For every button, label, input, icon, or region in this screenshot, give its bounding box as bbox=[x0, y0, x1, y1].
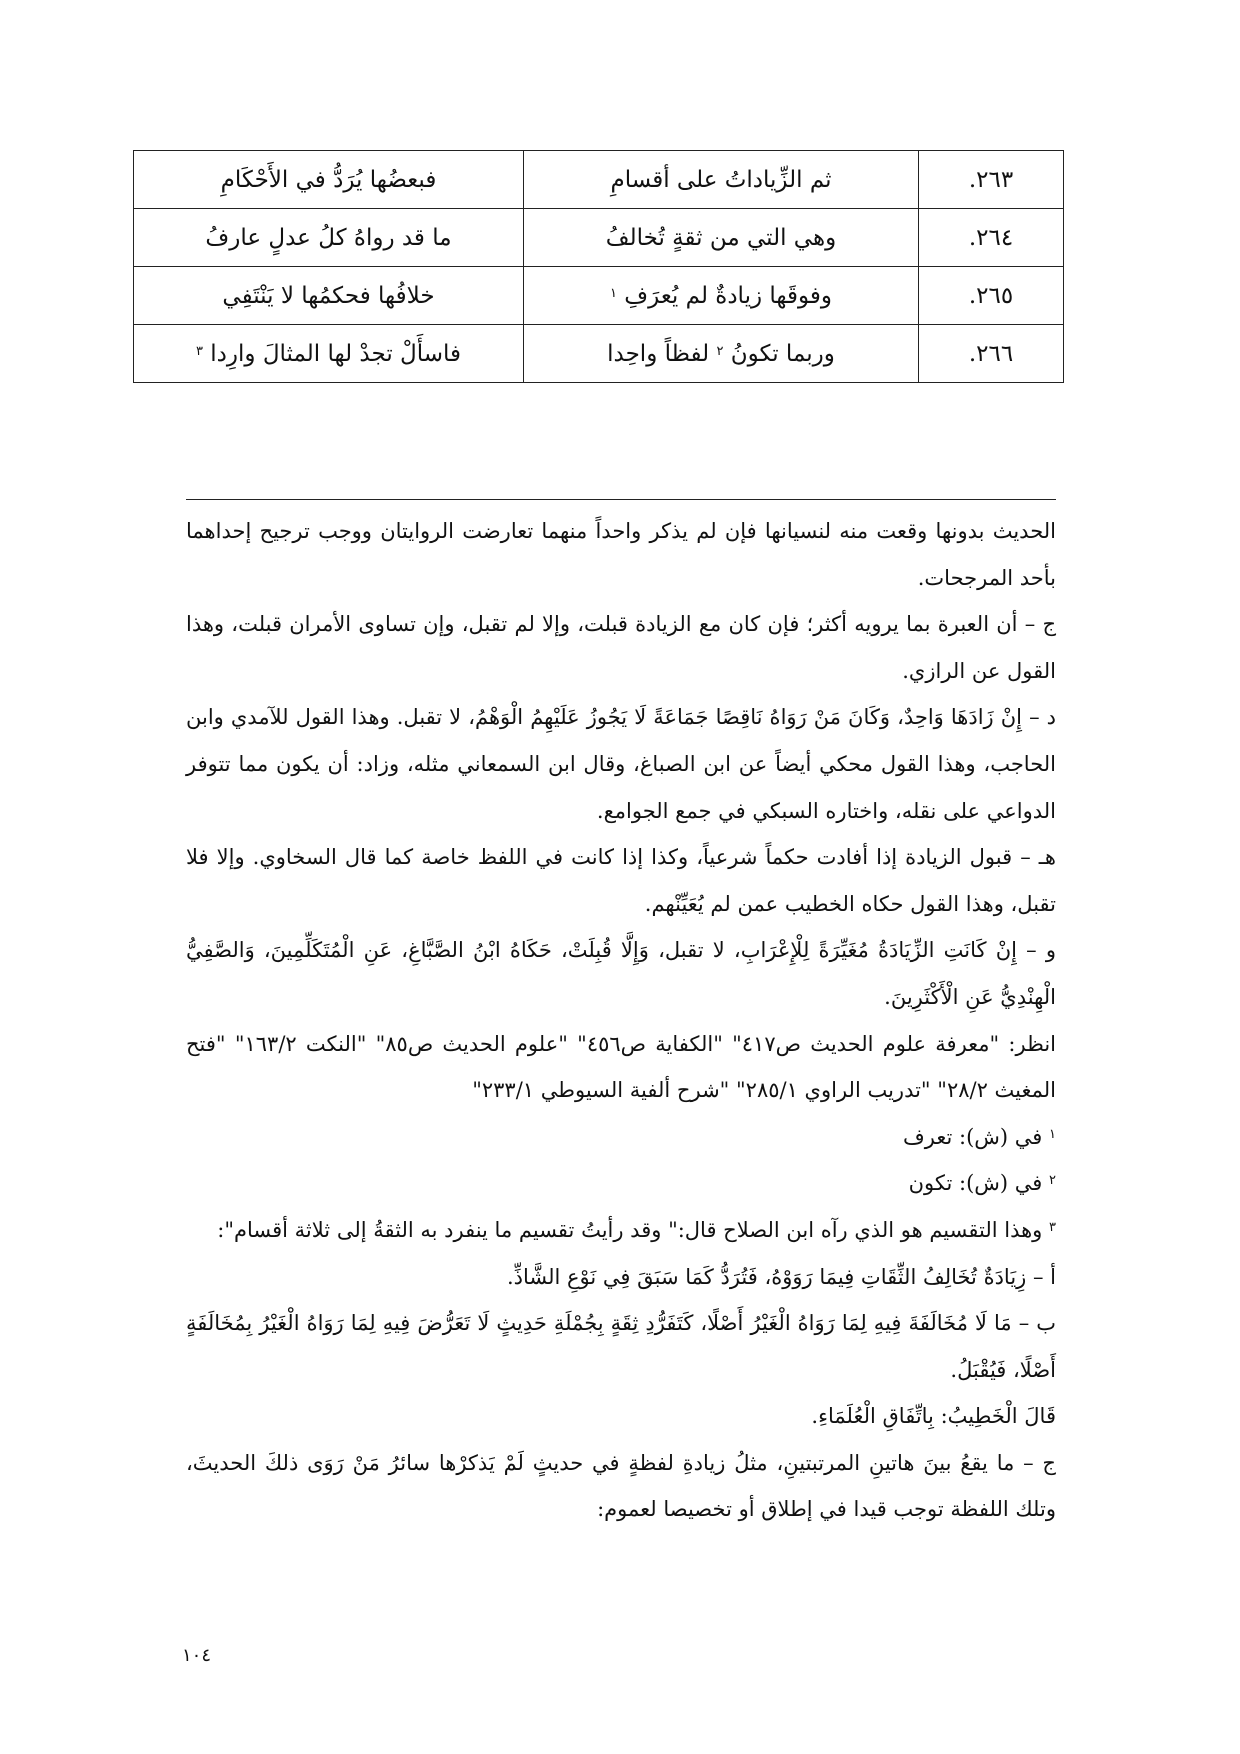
footnote-text: في (ش): تكون bbox=[908, 1171, 1043, 1196]
first-hemistich bbox=[524, 267, 919, 325]
footnote-ref: ١ bbox=[610, 285, 617, 301]
footnotes bbox=[186, 508, 1056, 1533]
footnote-2 bbox=[186, 1160, 1056, 1207]
verse-table bbox=[133, 150, 1064, 383]
footnote-paragraph: قَالَ الْخَطِيبُ: بِاتِّفَاقِ الْعُلَمَاءِ. bbox=[811, 1404, 1056, 1429]
verse-row bbox=[134, 209, 1064, 267]
first-hemistich bbox=[524, 151, 919, 209]
footnote-marker: ٢ bbox=[1049, 1173, 1056, 1189]
second-hemistich bbox=[134, 209, 524, 267]
footnote-paragraph: ج – ما يقعُ بينَ هاتينِ المرتبتينِ، مثلُ زيادةِ لفظةٍ في حديثٍ لَمْ يَذكرْها سائرُ مَنْ رَوَى ذلكَ الحديثَ، وتلك اللفظة توجب قيدا في إطلاق أو تخصيصا لعموم: bbox=[186, 1450, 1056, 1522]
second-hemistich bbox=[134, 151, 524, 209]
hemistich-text: وهي التي من ثقةٍ تُخالفُ bbox=[605, 224, 837, 251]
verse-row bbox=[134, 267, 1064, 325]
footnote-ref: ٣ bbox=[195, 343, 203, 359]
verse-row bbox=[134, 325, 1064, 383]
references-paragraph: انظر: "معرفة علوم الحديث ص٤١٧" "الكفاية ص٤٥٦" "علوم الحديث ص٨٥" "النكت ١٦٣/٢" "فتح المغيث ٢٨/٢" "تدريب الراوي ٢٨٥/١" "شرح ألفية السيوطي ٢٣٣/١" bbox=[186, 1031, 1056, 1103]
second-hemistich bbox=[134, 325, 524, 383]
footnote-text: في (ش): تعرف bbox=[903, 1124, 1043, 1149]
page-number: ١٠٤ bbox=[182, 1645, 212, 1666]
verse-number: ٢٦٦. bbox=[919, 325, 1064, 383]
footnote-paragraph: هـ – قبول الزيادة إذا أفادت حكماً شرعياً، وكذا إذا كانت في اللفظ خاصة كما قال السخاوي. وإلا فلا تقبل، وهذا القول حكاه الخطيب عمن لم يُعَيِّنْهم. bbox=[186, 845, 1056, 916]
hemistich-text: فاسأَلْ تجدْ لها المثالَ وارِدا bbox=[210, 340, 462, 367]
footnote-paragraph: د – إِنْ زَادَهَا وَاحِدٌ، وَكَانَ مَنْ رَوَاهُ نَاقِصًا جَمَاعَةً لَا يَجُوزُ عَلَيْهِمُ الْوَهْمُ، لا تقبل. وهذا القول للآمدي وابن الحاجب، وهذا القول محكي أيضاً عن ابن الصباغ، وقال ابن السمعاني مثله، وزاد: أن يكون مما تتوفر الدواعي على نقله، واختاره السبكي في جمع الجوامع. bbox=[186, 705, 1056, 823]
first-hemistich bbox=[524, 209, 919, 267]
footnote-marker: ١ bbox=[1049, 1126, 1056, 1142]
hemistich-text: وربما تكونُ bbox=[730, 340, 835, 367]
hemistich-text: فبعضُها يُرَدُّ في الأَحْكَامِ bbox=[220, 166, 437, 193]
hemistich-text: وفوقَها زيادةٌ لم يُعرَفِ bbox=[624, 282, 832, 309]
footnote-paragraph: و – إِنْ كَانَتِ الزِّيَادَةُ مُغَيِّرَةً لِلْإِعْرَابِ، لا تقبل، وَإِلَّا قُبِلَتْ، حَكَاهُ ابْنُ الصَّبَّاغِ، عَنِ الْمُتَكَلِّمِينَ، وَالصَّفِيُّ الْهِنْدِيُّ عَنِ الْأَكْثَرِينَ. bbox=[186, 938, 1056, 1009]
hemistich-text: لفظاً واحِدا bbox=[607, 340, 710, 367]
verse-row bbox=[134, 151, 1064, 209]
first-hemistich bbox=[524, 325, 919, 383]
second-hemistich bbox=[134, 267, 524, 325]
footnote-separator bbox=[186, 499, 1056, 500]
footnote-paragraph: ب – مَا لَا مُخَالَفَةَ فِيهِ لِمَا رَوَاهُ الْغَيْرُ أَصْلًا، كَتَفَرُّدِ ثِقَةٍ بِجُمْلَةِ حَدِيثٍ لَا تَعَرُّضَ فِيهِ لِمَا رَوَاهُ الْغَيْرُ بِمُخَالَفَةٍ أَصْلًا، فَيُقْبَلُ. bbox=[186, 1311, 1056, 1382]
footnote-paragraph: أ – زِيَادَةٌ تُخَالِفُ الثِّقَاتِ فِيمَا رَوَوْهُ، فَتُرَدُّ كَمَا سَبَقَ فِي نَوْعِ الشَّاذِّ. bbox=[506, 1264, 1056, 1289]
verse-number: ٢٦٤. bbox=[919, 209, 1064, 267]
hemistich-text: ثم الزِّياداتُ على أقسامِ bbox=[610, 166, 832, 193]
footnote-ref: ٢ bbox=[716, 343, 724, 359]
footnote-1 bbox=[186, 1114, 1056, 1161]
footnote-text: وهذا التقسيم هو الذي رآه ابن الصلاح قال:" وقد رأيتُ تقسيم ما ينفرد به الثقةُ إلى ثلاثة أقسام": bbox=[217, 1217, 1043, 1242]
footnote-paragraph: ج – أن العبرة بما يرويه أكثر؛ فإن كان مع الزيادة قبلت، وإلا لم تقبل، وإن تساوى الأمران قبلت، وهذا القول عن الرازي. bbox=[186, 612, 1056, 683]
hemistich-text: ما قد رواهُ كلُ عدلٍ عارفُ bbox=[205, 224, 452, 251]
footnote-marker: ٣ bbox=[1049, 1219, 1056, 1235]
footnote-3 bbox=[186, 1207, 1056, 1254]
footnote-paragraph: الحديث بدونها وقعت منه لنسيانها فإن لم يذكر واحداً منهما تعارضت الروايتان ووجب ترجيح إحداهما بأحد المرجحات. bbox=[186, 519, 1056, 590]
verse-number: ٢٦٣. bbox=[919, 151, 1064, 209]
verse-number: ٢٦٥. bbox=[919, 267, 1064, 325]
hemistich-text: خلافُها فحكمُها لا يَنْتَفِي bbox=[222, 282, 435, 309]
